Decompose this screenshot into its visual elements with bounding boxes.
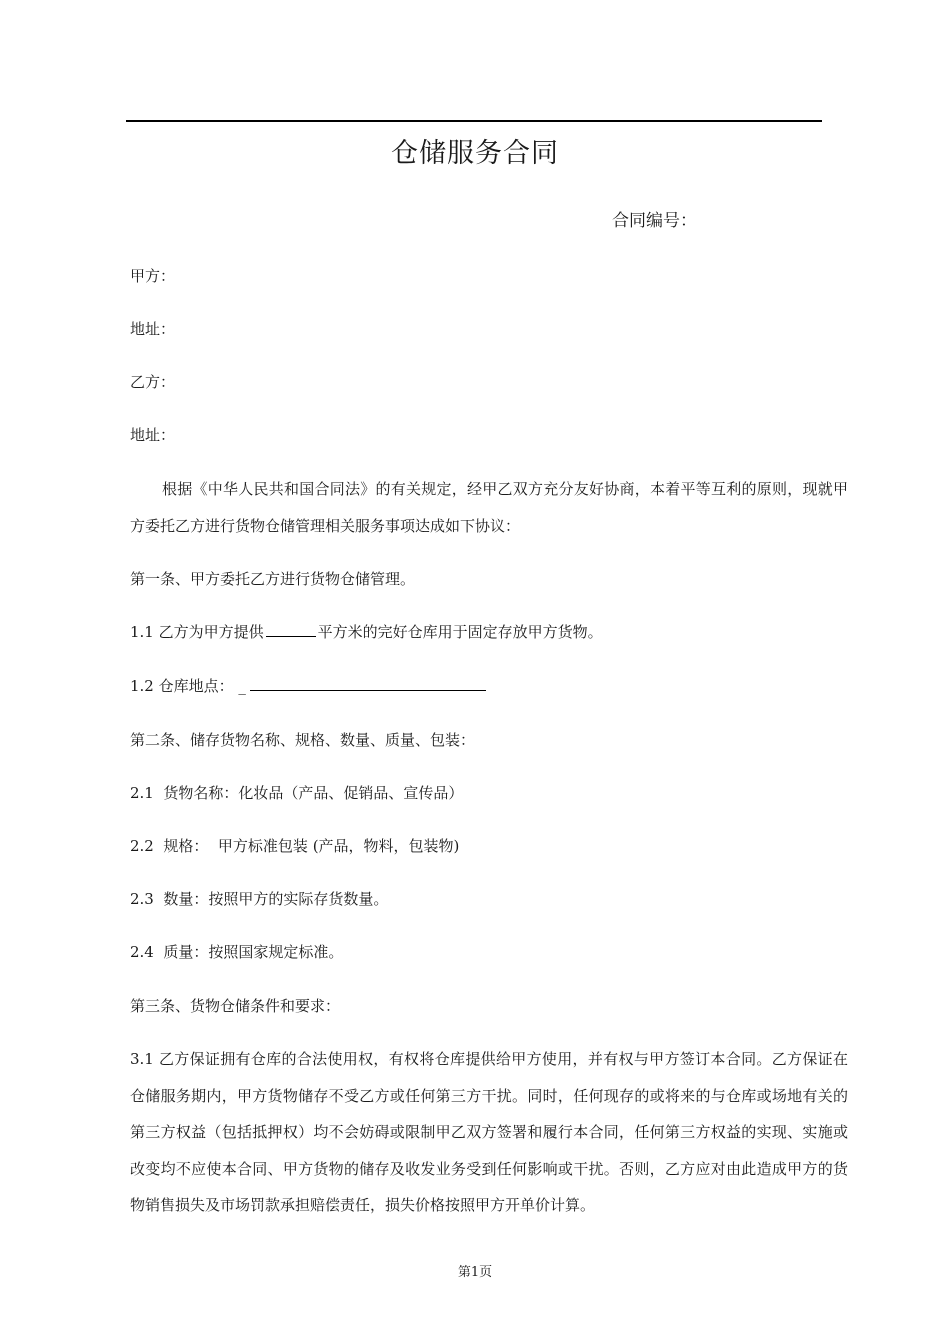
clause-3-1: 3.1 乙方保证拥有仓库的合法使用权，有权将仓库提供给甲方使用，并有权与甲方签订本合同。乙方保证在仓储服务期内，甲方货物储存不受乙方或任何第三方干扰。同时，任何现存的或将来的与仓库或场地有关的第三方权益（包括抵押权）均不会妨碍或限制甲乙双方签署和履行本合同，任何第三方权益的实现、实施或改变均不应使本合同、甲方货物的储存及收发业务受到任何影响或干扰。否则，乙方应对由此造成甲方的货物销售损失及市场罚款承担赔偿责任，损失价格按照甲方开单价计算。 bbox=[130, 1050, 848, 1214]
party-b-label: 乙方： bbox=[130, 373, 176, 391]
clause-1-1-prefix: 1.1 乙方为甲方提供 bbox=[130, 623, 264, 641]
document-title: 仓储服务合同 bbox=[391, 138, 559, 169]
page-number: 第1页 bbox=[457, 1265, 493, 1280]
clause-2-3: 2.3 数量：按照甲方的实际存货数量。 bbox=[130, 890, 389, 908]
clause-2-1: 2.1 货物名称：化妆品（产品、促销品、宣传品） bbox=[130, 784, 464, 802]
clause-1-2-mark: _ bbox=[238, 677, 246, 695]
clause-2-2: 2.2 规格： 甲方标准包装 (产品，物料，包装物) bbox=[130, 837, 460, 855]
preamble-paragraph: 根据《中华人民共和国合同法》的有关规定，经甲乙双方充分友好协商，本着平等互利的原则，现就甲方委托乙方进行货物仓储管理相关服务事项达成如下协议： bbox=[130, 480, 848, 535]
article-3-heading: 第三条、货物仓储条件和要求： bbox=[130, 997, 341, 1015]
article-1-heading: 第一条、甲方委托乙方进行货物仓储管理。 bbox=[130, 570, 416, 588]
warehouse-location-blank-line bbox=[250, 676, 486, 691]
party-a-address-label: 地址： bbox=[130, 320, 176, 338]
article-2-heading: 第二条、储存货物名称、规格、数量、质量、包装： bbox=[130, 731, 476, 749]
clause-1-2 bbox=[130, 674, 486, 698]
contract-number-label: 合同编号： bbox=[612, 211, 697, 231]
area-blank-line bbox=[266, 622, 316, 637]
clause-1-2-label: 1.2 仓库地点： bbox=[130, 677, 234, 695]
clause-2-4: 2.4 质量：按照国家规定标准。 bbox=[130, 943, 344, 961]
party-a-label: 甲方： bbox=[130, 267, 176, 285]
clause-1-1-suffix: 平方米的完好仓库用于固定存放甲方货物。 bbox=[317, 623, 603, 641]
party-b-address-label: 地址： bbox=[130, 426, 176, 444]
header-rule bbox=[126, 120, 822, 122]
clause-1-1 bbox=[130, 620, 603, 644]
